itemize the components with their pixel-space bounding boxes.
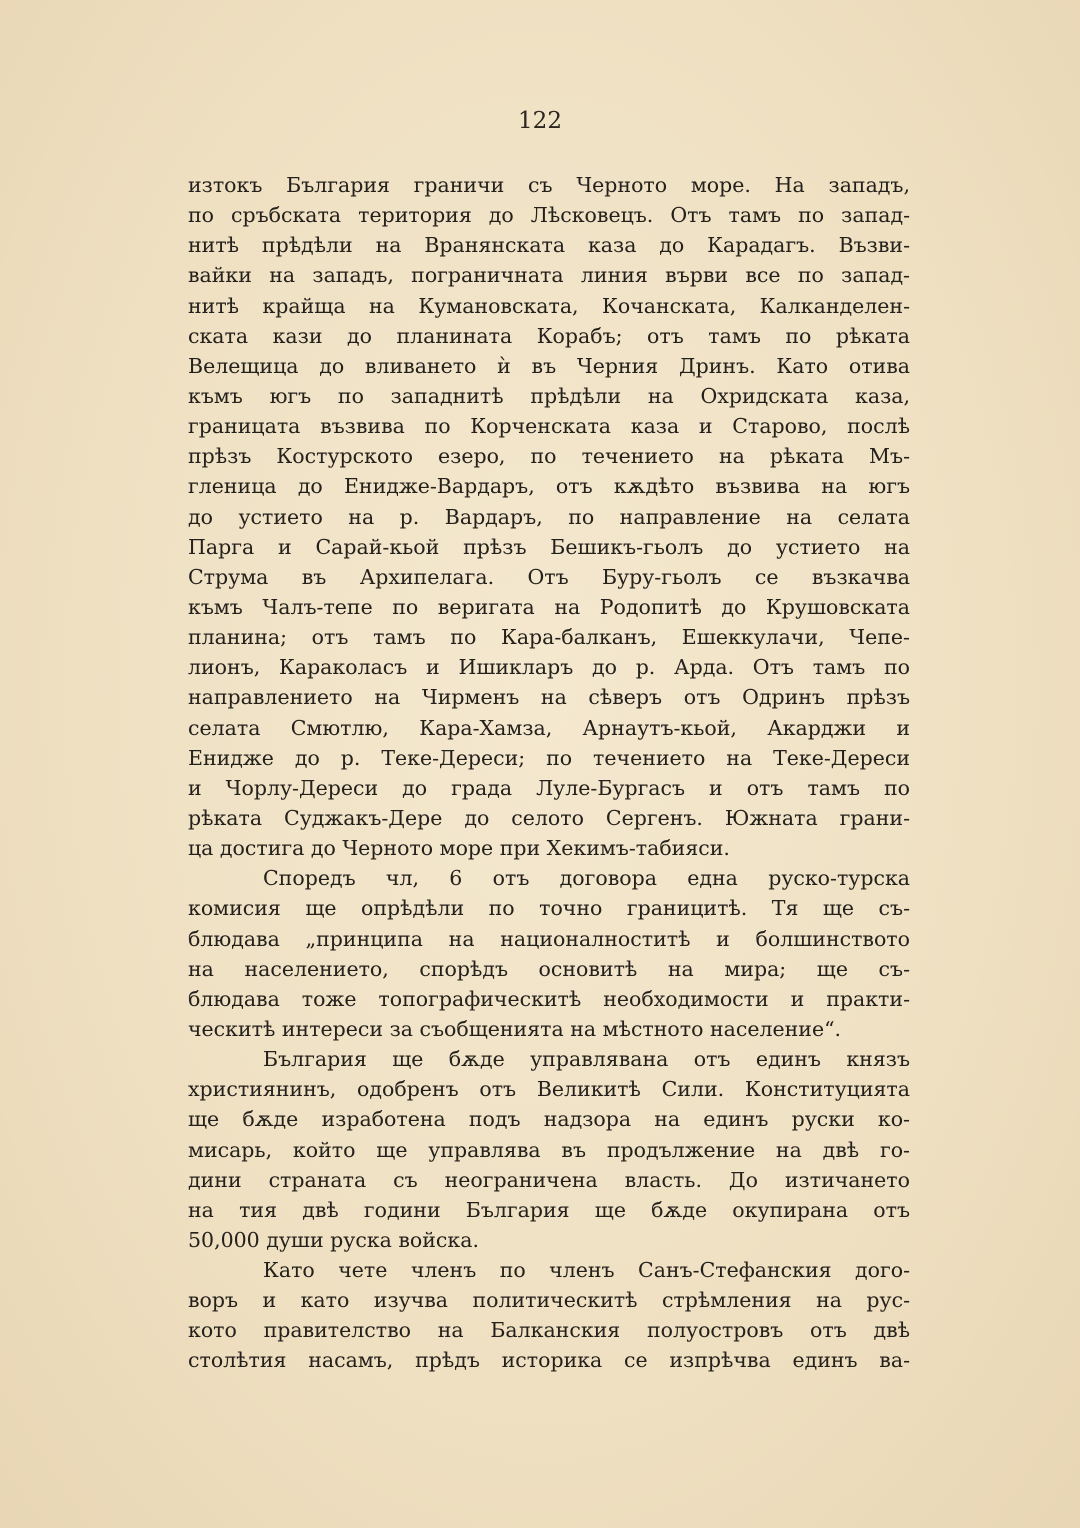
text-line: нитѣ прѣдѣли на Вранянската каза до Карадагъ. Възви- [188,233,910,258]
text-line: християнинъ, одобренъ отъ Великитѣ Сили. Конституцията [188,1077,910,1102]
text-line: къмъ Чалъ-тепе по веригата на Родопитѣ до Крушовската [188,594,910,619]
text-line: изтокъ България граничи съ Черното море. На западъ, [188,173,910,197]
text-line: столѣтия насамъ, прѣдъ историка се изпрѣчва единъ ва- [188,1348,910,1373]
text-line: Споредъ чл, 6 отъ договора една руско-турска [263,866,910,891]
text-line: прѣзъ Костурското езеро, по течението на рѣката Мъ- [188,444,910,469]
text-line: 50,000 души руска войска. [188,1227,479,1252]
text-line: рѣката Суджакъ-Дере до селото Сергенъ. Южната грани- [188,805,910,830]
text-line: направлението на Чирменъ на сѣверъ отъ Одринъ прѣзъ [188,685,910,710]
text-line: ца достига до Черното море при Хекимъ-табияси. [188,836,730,861]
text-line: воръ и като изучва политическитѣ стрѣмления на рус- [188,1288,910,1313]
text-line: къмъ югъ по западнитѣ прѣдѣли на Охридската каза, [188,383,910,408]
text-line: България ще бѫде управлявана отъ единъ князъ [263,1047,910,1072]
text-line: Струма въ Архипелага. Отъ Буру-гьолъ се възкачва [188,564,910,589]
text-line: нитѣ крайща на Кумановската, Кочанската, Калканделен- [188,293,910,318]
text-line: ската кази до планината Корабъ; отъ тамъ по рѣката [188,323,910,348]
text-line: комисия ще опрѣдѣли по точно границитѣ. Тя ще съ- [188,896,910,921]
text-line: планина; отъ тамъ по Кара-балканъ, Ешеккулачи, Чепе- [188,625,910,650]
text-line: Енидже до р. Теке-Дереси; по течението на Теке-Дереси [188,745,910,770]
text-line: лионъ, Караколасъ и Ишикларъ до р. Арда. Отъ тамъ по [188,655,910,680]
text-line: и Чорлу-Дереси до града Луле-Бургасъ и отъ тамъ по [188,775,910,800]
text-line: на тия двѣ години България ще бѫде окупирана отъ [188,1197,910,1222]
text-line: Парга и Сарай-кьой прѣзъ Бешикъ-гьолъ до устието на [188,534,910,559]
text-line: кото правителство на Балканския полуостровъ отъ двѣ [188,1318,910,1343]
text-line: на населението, спорѣдъ основитѣ на мира; ще съ- [188,956,910,981]
text-line: блюдава тоже топографическитѣ необходимости и практи- [188,986,910,1011]
text-line: мисарь, който ще управлява въ продължение на двѣ го- [188,1137,910,1162]
text-line: Велещица до вливането ѝ въ Черния Дринъ. Като отива [188,353,910,378]
body-text [188,170,910,1376]
text-line: Като чете членъ по членъ Санъ-Стефанския дого- [263,1258,910,1283]
text-line: вайки на западъ, пограничната линия върви все по запад- [188,263,910,288]
text-line: дини страната съ неограничена власть. До изтичането [188,1167,910,1192]
text-line: до устието на р. Вардаръ, по направление на селата [188,504,910,529]
text-line: по сръбската територия до Лѣсковецъ. Отъ тамъ по запад- [188,203,910,228]
page-number: 122 [518,108,562,134]
text-line: ще бѫде изработена подъ надзора на единъ руски ко- [188,1107,910,1132]
text-line: ческитѣ интереси за съобщенията на мѣстното население“. [188,1016,842,1041]
text-line: границата възвива по Корченската каза и Старово, послѣ [188,414,910,439]
text-line: гленица до Енидже-Вардаръ, отъ кѫдѣто възвива на югъ [188,474,910,499]
text-line: блюдава „принципа на националноститѣ и болшинството [188,926,910,951]
text-line: селата Смютлю, Кара-Хамза, Арнаутъ-кьой, Акарджи и [188,715,910,740]
